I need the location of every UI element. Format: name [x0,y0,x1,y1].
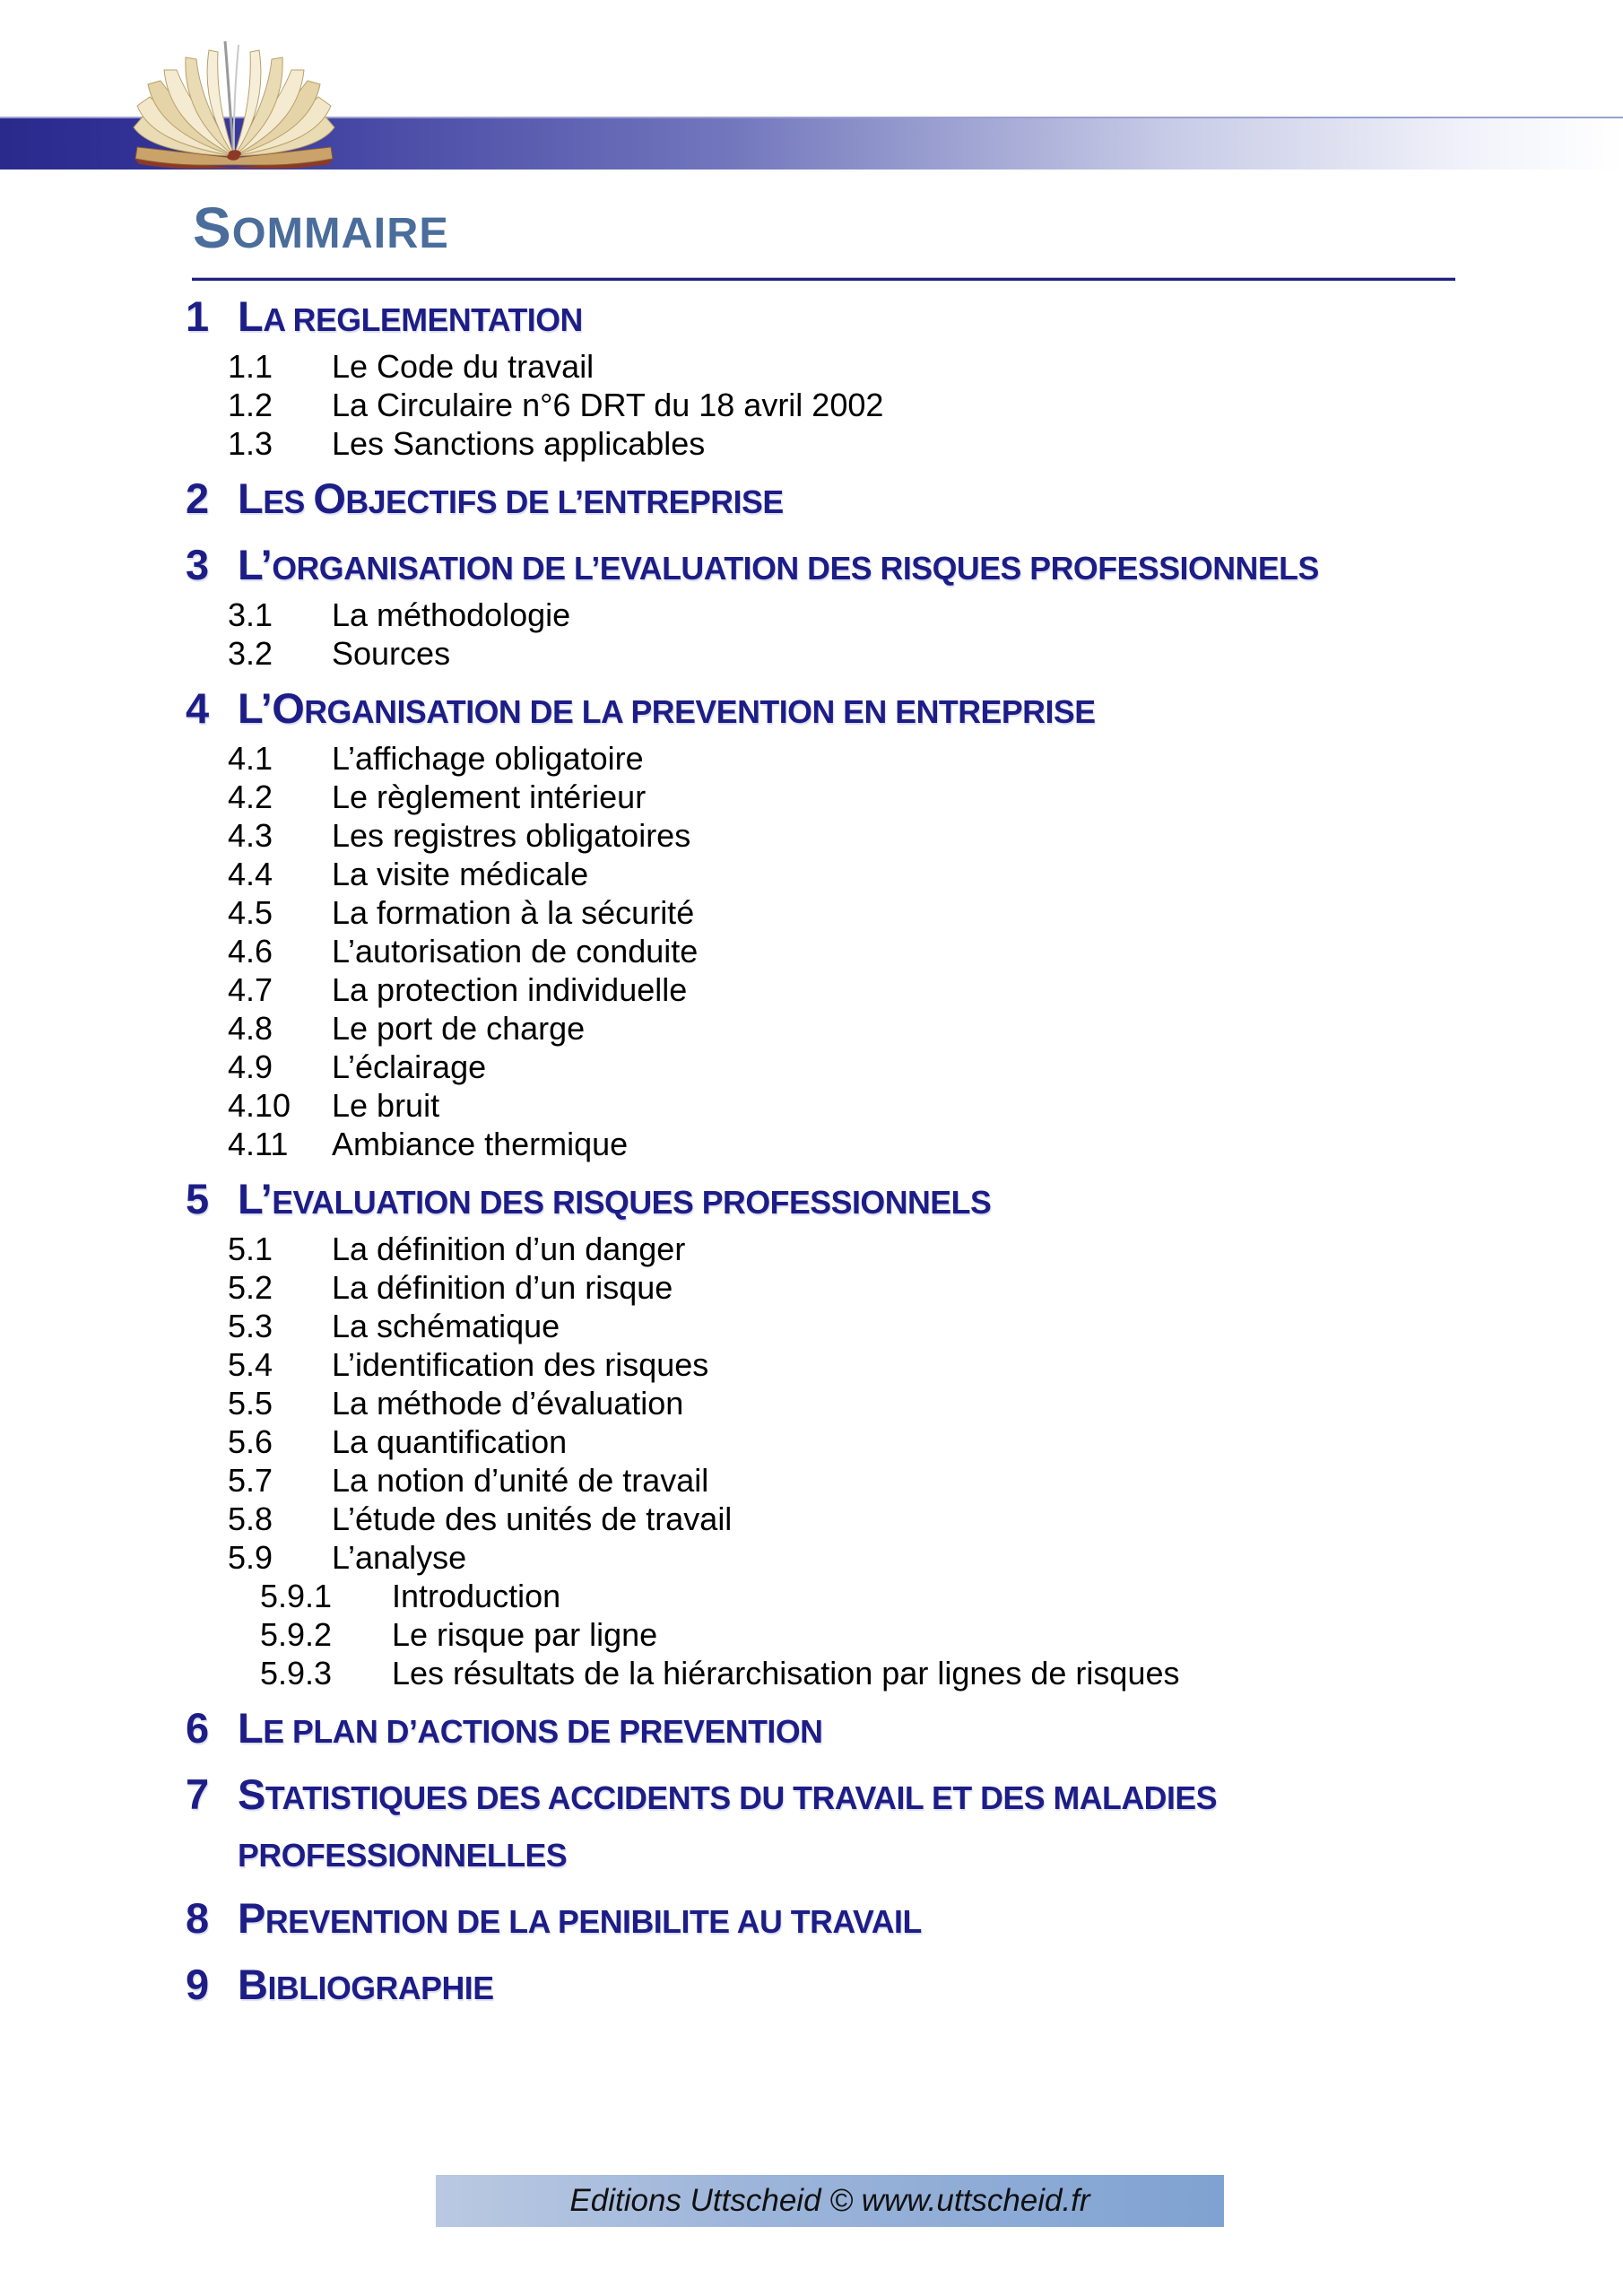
toc-item-number: 4.8 [228,1010,273,1047]
toc-item-number: 5.5 [228,1385,273,1422]
toc-item [228,1307,1623,1345]
toc-item-label: La formation à la sécurité [332,894,695,931]
content-area [0,168,1623,2015]
toc-item [228,1500,1623,1538]
toc-section-title-line: LA REGLEMENTATION [238,292,583,340]
book-right-pages [234,50,334,156]
toc-item-number: 5.9 [228,1539,273,1576]
toc-item-label: La définition d’un danger [332,1231,686,1267]
toc-item-label: L’affichage obligatoire [332,740,644,777]
toc-item-label: Le Code du travail [332,348,595,385]
toc-item [228,1230,1623,1268]
toc-item-number: 4.10 [228,1087,291,1124]
toc-item-number: 4.9 [228,1048,273,1085]
toc-item [228,1125,1623,1163]
toc-section-heading [186,1768,1623,1883]
toc-section-number: 9 [186,1961,209,2008]
footer-bar [436,2175,1224,2227]
toc-item-number: 4.3 [228,817,273,854]
toc-item [228,347,1623,386]
footer-text: Editions Uttscheid © www.uttscheid.fr [569,2183,1090,2218]
toc-item-label: Sources [332,635,451,672]
toc-section-heading [186,682,1623,739]
toc-item-label: La visite médicale [332,856,589,892]
toc-section-title-line: LES OBJECTIFS DE L’ENTREPRISE [238,474,784,522]
toc-item [260,1615,1623,1654]
toc-item [228,1422,1623,1461]
toc-item-number: 5.9.2 [260,1616,333,1653]
toc-item [228,855,1623,893]
toc-item [260,1654,1623,1692]
toc-item-number: 4.1 [228,740,273,777]
toc-section-heading [186,1172,1623,1230]
toc-section-number: 3 [186,541,209,588]
toc-section-title [238,1701,822,1759]
toc-item-label: La méthodologie [332,596,571,633]
toc-item-number: 4.7 [228,971,273,1008]
toc-section-heading [186,1958,1623,2015]
toc-item-label: La notion d’unité de travail [332,1462,709,1499]
toc-section-title [238,1958,494,2015]
toc-item-label: Le règlement intérieur [332,778,647,815]
toc-section-title [238,1172,991,1230]
toc-item-number: 4.4 [228,856,273,892]
toc-section-number: 2 [186,474,209,522]
open-book-image [128,39,340,169]
toc-item [228,932,1623,970]
toc-item [228,424,1623,463]
toc-item-label: Les registres obligatoires [332,817,691,854]
toc-section-number: 4 [186,684,209,732]
toc-item-label: La Circulaire n°6 DRT du 18 avril 2002 [332,387,884,423]
toc-section-title [238,682,1096,739]
toc-item [228,1048,1623,1086]
toc-section-number: 8 [186,1894,209,1942]
toc-item-number: 1.2 [228,387,273,423]
toc-item-number: 5.2 [228,1269,273,1306]
toc-section-title-line: STATISTIQUES DES ACCIDENTS DU TRAVAIL ET DES MALADIES [238,1770,1218,1818]
toc-section-title-line: L’ORGANISATION DE L’EVALUATION DES RISQUES PROFESSIONNELS [238,541,1319,588]
toc-item [260,1577,1623,1615]
toc-item [228,816,1623,855]
page-title: SOMMAIRE [193,196,449,260]
toc-section-number: 1 [186,292,209,340]
toc-item-label: L’identification des risques [332,1346,709,1383]
toc-item [228,1384,1623,1422]
toc-item [228,634,1623,673]
toc-item-number: 5.9.3 [260,1655,333,1692]
toc-item-label: L’étude des unités de travail [332,1500,733,1537]
toc-item [228,893,1623,932]
toc-item-number: 4.6 [228,933,273,970]
toc-section-title-line: PREVENTION DE LA PENIBILITE AU TRAVAIL [238,1894,922,1942]
toc-item-label: Introduction [392,1578,561,1614]
toc-item [228,1538,1623,1577]
toc-item-label: Les résultats de la hiérarchisation par lignes de risques [392,1655,1180,1692]
toc-section-heading [186,290,1623,347]
toc-section-heading [186,1701,1623,1759]
toc-section-title [238,290,583,347]
toc-section-title-line: BIBLIOGRAPHIE [238,1961,494,2008]
toc-item [228,739,1623,778]
toc-item-label: Le bruit [332,1087,440,1124]
toc-item-number: 3.2 [228,635,273,672]
toc-item-number: 4.2 [228,778,273,815]
toc-item [228,1268,1623,1307]
toc-item-label: La quantification [332,1423,568,1460]
toc-section-heading [186,538,1623,596]
toc [0,290,1623,2015]
toc-item-label: Ambiance thermique [332,1126,629,1162]
toc-section-number: 5 [186,1175,209,1222]
toc-item-number: 5.9.1 [260,1578,333,1614]
toc-section-heading [186,472,1623,529]
toc-section-title [238,1768,1217,1883]
toc-section-title-line: PROFESSIONNELLES [238,1838,568,1874]
toc-item-number: 5.7 [228,1462,273,1499]
toc-item-label: L’autorisation de conduite [332,933,699,970]
toc-item-number: 4.11 [228,1126,289,1162]
toc-item-number: 1.1 [228,348,273,385]
toc-item-number: 5.3 [228,1308,273,1344]
toc-item-label: Les Sanctions applicables [332,425,706,462]
toc-item-number: 5.8 [228,1500,273,1537]
toc-item [228,970,1623,1009]
toc-item-label: L’éclairage [332,1048,487,1085]
toc-section-number: 7 [186,1770,209,1818]
title-underline [192,277,1455,281]
toc-item-number: 5.4 [228,1346,273,1383]
toc-item-label: La méthode d’évaluation [332,1385,684,1422]
toc-item-number: 3.1 [228,596,273,633]
toc-item-label: La définition d’un risque [332,1269,673,1306]
toc-item-label: Le risque par ligne [392,1616,658,1653]
toc-item-label: La protection individuelle [332,971,688,1008]
toc-item-label: Le port de charge [332,1010,586,1047]
toc-section-title-line: L’ORGANISATION DE LA PREVENTION EN ENTREPRISE [238,684,1096,732]
toc-item [228,1086,1623,1125]
toc-item-number: 5.6 [228,1423,273,1460]
toc-section-title-line: L’EVALUATION DES RISQUES PROFESSIONNELS [238,1175,992,1222]
toc-item-label: L’analyse [332,1539,467,1576]
toc-item [228,778,1623,816]
toc-item [228,1461,1623,1500]
toc-section-title-line: LE PLAN D’ACTIONS DE PREVENTION [238,1704,823,1752]
toc-item-number: 4.5 [228,894,273,931]
toc-item [228,596,1623,634]
toc-section-heading [186,1892,1623,1949]
toc-section-title [238,1892,922,1949]
toc-item-number: 5.1 [228,1231,273,1267]
toc-item [228,1345,1623,1384]
toc-section-number: 6 [186,1704,209,1752]
toc-item-label: La schématique [332,1308,560,1344]
bookmark-ribbon-2 [234,45,239,156]
toc-item [228,386,1623,424]
toc-item-number: 1.3 [228,425,273,462]
book-left-pages [134,50,234,156]
toc-item [228,1009,1623,1048]
toc-section-title [238,538,1319,596]
toc-section-title [238,472,784,529]
